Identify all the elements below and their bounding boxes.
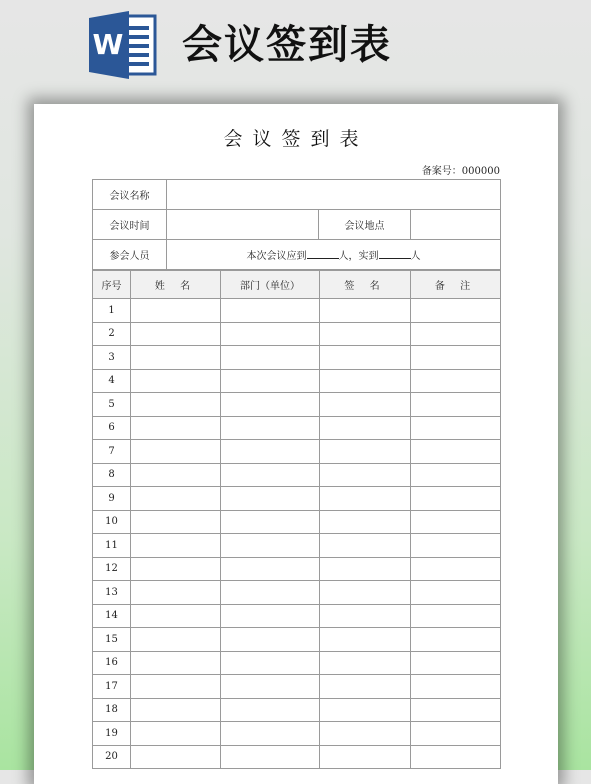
department-cell[interactable] bbox=[221, 487, 320, 511]
table-row bbox=[93, 604, 501, 628]
attendees-label: 参会人员 bbox=[93, 240, 167, 270]
remark-cell[interactable] bbox=[411, 416, 501, 440]
department-cell[interactable] bbox=[221, 698, 320, 722]
table-row bbox=[93, 581, 501, 605]
signature-cell[interactable] bbox=[320, 722, 411, 746]
meeting-place-label: 会议地点 bbox=[319, 210, 411, 240]
row-number: 20 bbox=[93, 745, 131, 769]
actual-count-blank[interactable] bbox=[379, 248, 411, 259]
remark-cell[interactable] bbox=[411, 651, 501, 675]
signature-cell[interactable] bbox=[320, 369, 411, 393]
remark-cell[interactable] bbox=[411, 628, 501, 652]
table-row bbox=[93, 487, 501, 511]
row-number: 5 bbox=[93, 393, 131, 417]
name-cell[interactable] bbox=[131, 440, 221, 464]
row-number: 8 bbox=[93, 463, 131, 487]
attendance-count-field[interactable] bbox=[167, 240, 501, 270]
department-cell[interactable] bbox=[221, 510, 320, 534]
table-row bbox=[93, 651, 501, 675]
table-row bbox=[93, 440, 501, 464]
document-page bbox=[34, 104, 558, 784]
signature-cell[interactable] bbox=[320, 440, 411, 464]
name-cell[interactable] bbox=[131, 651, 221, 675]
remark-cell[interactable] bbox=[411, 698, 501, 722]
column-header: 部门（单位） bbox=[221, 271, 320, 299]
meeting-time-field[interactable] bbox=[167, 210, 319, 240]
name-cell[interactable] bbox=[131, 675, 221, 699]
department-cell[interactable] bbox=[221, 651, 320, 675]
name-cell[interactable] bbox=[131, 581, 221, 605]
remark-cell[interactable] bbox=[411, 322, 501, 346]
signature-cell[interactable] bbox=[320, 651, 411, 675]
table-row bbox=[93, 393, 501, 417]
signature-cell[interactable] bbox=[320, 604, 411, 628]
signature-cell[interactable] bbox=[320, 534, 411, 558]
signin-body bbox=[93, 299, 501, 769]
record-number: 备案号：000000 bbox=[421, 166, 500, 177]
department-cell[interactable] bbox=[221, 745, 320, 769]
table-row bbox=[93, 722, 501, 746]
department-cell[interactable] bbox=[221, 346, 320, 370]
remark-cell[interactable] bbox=[411, 534, 501, 558]
remark-cell[interactable] bbox=[411, 581, 501, 605]
table-row bbox=[93, 745, 501, 769]
signature-cell[interactable] bbox=[320, 745, 411, 769]
remark-cell[interactable] bbox=[411, 487, 501, 511]
row-number: 16 bbox=[93, 651, 131, 675]
table-row bbox=[93, 346, 501, 370]
remark-cell[interactable] bbox=[411, 675, 501, 699]
remark-cell[interactable] bbox=[411, 604, 501, 628]
name-cell[interactable] bbox=[131, 416, 221, 440]
row-number: 9 bbox=[93, 487, 131, 511]
department-cell[interactable] bbox=[221, 416, 320, 440]
signature-cell[interactable] bbox=[320, 416, 411, 440]
name-cell[interactable] bbox=[131, 299, 221, 323]
remark-cell[interactable] bbox=[411, 346, 501, 370]
signature-cell[interactable] bbox=[320, 581, 411, 605]
word-app-icon bbox=[87, 8, 161, 82]
column-header: 序号 bbox=[93, 271, 131, 299]
department-cell[interactable] bbox=[221, 534, 320, 558]
name-cell[interactable] bbox=[131, 369, 221, 393]
name-cell[interactable] bbox=[131, 628, 221, 652]
department-cell[interactable] bbox=[221, 440, 320, 464]
table-row bbox=[93, 463, 501, 487]
meeting-name-label: 会议名称 bbox=[93, 180, 167, 210]
department-cell[interactable] bbox=[221, 675, 320, 699]
name-cell[interactable] bbox=[131, 346, 221, 370]
table-row bbox=[93, 416, 501, 440]
row-number: 14 bbox=[93, 604, 131, 628]
column-header: 备 注 bbox=[411, 271, 501, 299]
signature-cell[interactable] bbox=[320, 628, 411, 652]
name-cell[interactable] bbox=[131, 322, 221, 346]
table-row bbox=[93, 510, 501, 534]
banner bbox=[0, 0, 591, 90]
word-icon-letter: W bbox=[92, 28, 124, 61]
name-cell[interactable] bbox=[131, 463, 221, 487]
row-number: 18 bbox=[93, 698, 131, 722]
row-number: 17 bbox=[93, 675, 131, 699]
name-cell[interactable] bbox=[131, 393, 221, 417]
remark-cell[interactable] bbox=[411, 369, 501, 393]
attend-prefix: 本次会议应到 bbox=[246, 251, 307, 262]
name-cell[interactable] bbox=[131, 698, 221, 722]
remark-cell[interactable] bbox=[411, 440, 501, 464]
remark-cell[interactable] bbox=[411, 557, 501, 581]
name-cell[interactable] bbox=[131, 557, 221, 581]
signature-cell[interactable] bbox=[320, 393, 411, 417]
department-cell[interactable] bbox=[221, 369, 320, 393]
signature-cell[interactable] bbox=[320, 346, 411, 370]
row-number: 3 bbox=[93, 346, 131, 370]
table-row bbox=[93, 299, 501, 323]
meeting-name-field[interactable] bbox=[167, 180, 501, 210]
attend-middle: 人，实到 bbox=[338, 251, 379, 262]
signature-cell[interactable] bbox=[320, 510, 411, 534]
signin-table bbox=[92, 270, 501, 769]
name-cell[interactable] bbox=[131, 722, 221, 746]
row-number: 10 bbox=[93, 510, 131, 534]
signature-cell[interactable] bbox=[320, 463, 411, 487]
column-header: 姓 名 bbox=[131, 271, 221, 299]
row-number: 6 bbox=[93, 416, 131, 440]
signin-header-row bbox=[93, 271, 501, 299]
meeting-info-table bbox=[92, 179, 501, 270]
row-number: 2 bbox=[93, 322, 131, 346]
department-cell[interactable] bbox=[221, 299, 320, 323]
meeting-name-row bbox=[93, 180, 501, 210]
table-row bbox=[93, 322, 501, 346]
row-number: 12 bbox=[93, 557, 131, 581]
row-number: 15 bbox=[93, 628, 131, 652]
remark-cell[interactable] bbox=[411, 299, 501, 323]
row-number: 4 bbox=[93, 369, 131, 393]
name-cell[interactable] bbox=[131, 534, 221, 558]
remark-cell[interactable] bbox=[411, 510, 501, 534]
signature-cell[interactable] bbox=[320, 299, 411, 323]
table-row bbox=[93, 557, 501, 581]
remark-cell[interactable] bbox=[411, 745, 501, 769]
department-cell[interactable] bbox=[221, 557, 320, 581]
row-number: 1 bbox=[93, 299, 131, 323]
row-number: 13 bbox=[93, 581, 131, 605]
department-cell[interactable] bbox=[221, 604, 320, 628]
signature-cell[interactable] bbox=[320, 487, 411, 511]
remark-cell[interactable] bbox=[411, 393, 501, 417]
signature-cell[interactable] bbox=[320, 322, 411, 346]
signature-cell[interactable] bbox=[320, 675, 411, 699]
name-cell[interactable] bbox=[131, 604, 221, 628]
department-cell[interactable] bbox=[221, 393, 320, 417]
meeting-time-row bbox=[93, 210, 501, 240]
name-cell[interactable] bbox=[131, 745, 221, 769]
remark-cell[interactable] bbox=[411, 722, 501, 746]
department-cell[interactable] bbox=[221, 628, 320, 652]
name-cell[interactable] bbox=[131, 487, 221, 511]
department-cell[interactable] bbox=[221, 463, 320, 487]
table-row bbox=[93, 628, 501, 652]
department-cell[interactable] bbox=[221, 722, 320, 746]
document-title: 会议签到表 bbox=[223, 128, 369, 150]
table-row bbox=[93, 698, 501, 722]
row-number: 19 bbox=[93, 722, 131, 746]
table-row bbox=[93, 675, 501, 699]
expected-count-blank[interactable] bbox=[307, 248, 339, 259]
row-number: 7 bbox=[93, 440, 131, 464]
row-number: 11 bbox=[93, 534, 131, 558]
name-cell[interactable] bbox=[131, 510, 221, 534]
meeting-place-field[interactable] bbox=[411, 210, 501, 240]
department-cell[interactable] bbox=[221, 322, 320, 346]
banner-title: 会议签到表 bbox=[182, 22, 392, 68]
signature-cell[interactable] bbox=[320, 698, 411, 722]
meeting-time-label: 会议时间 bbox=[93, 210, 167, 240]
department-cell[interactable] bbox=[221, 581, 320, 605]
table-row bbox=[93, 534, 501, 558]
column-header: 签 名 bbox=[320, 271, 411, 299]
attendees-row bbox=[93, 240, 501, 270]
attend-suffix: 人 bbox=[410, 251, 421, 262]
signature-cell[interactable] bbox=[320, 557, 411, 581]
table-row bbox=[93, 369, 501, 393]
remark-cell[interactable] bbox=[411, 463, 501, 487]
